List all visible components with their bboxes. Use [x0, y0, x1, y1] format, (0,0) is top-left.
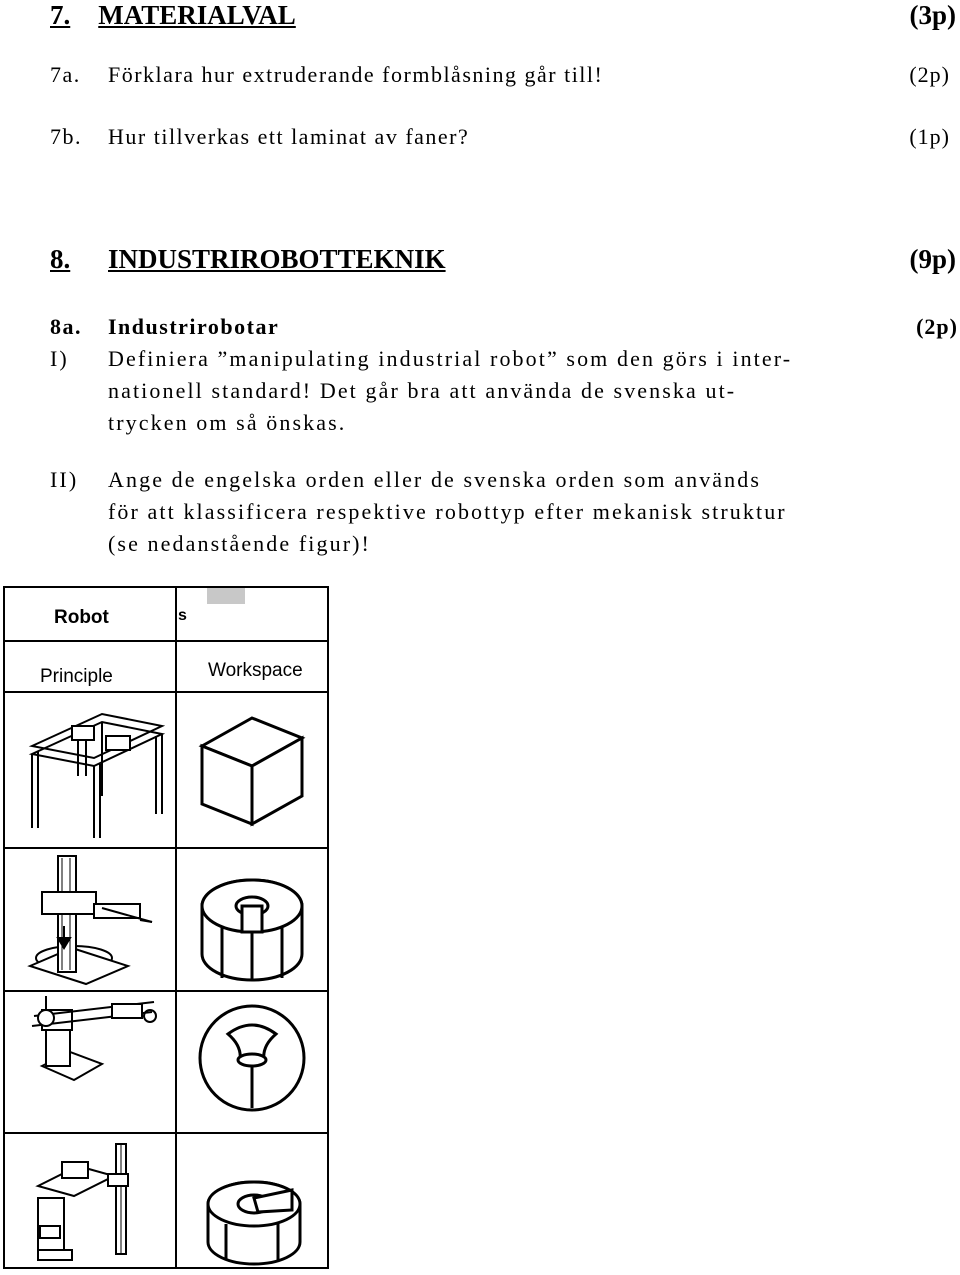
figure-grid [2, 586, 332, 1270]
question-title: Industrirobotar [108, 314, 280, 339]
section-number: 7. [50, 0, 71, 30]
question-number: 8a. [50, 314, 82, 339]
part-1-line-1: Definiera ”manipulating industrial robot” som den görs i inter- [108, 346, 793, 371]
cartesian-robot-icon [32, 714, 162, 838]
question-8a-heading [50, 314, 960, 340]
scara-workspace-icon [208, 1182, 300, 1264]
part-1-line-3: trycken om så önskas. [108, 410, 347, 435]
question-number: 7b. [50, 124, 82, 149]
question-number: 7a. [50, 62, 81, 87]
header-s: s [178, 607, 187, 624]
question-7b [50, 124, 960, 150]
robot-classification-figure [2, 586, 332, 1270]
part-1-label: I) [50, 346, 69, 371]
part-1-line-2: nationell standard! Det går bra att använda de svenska ut- [108, 378, 737, 403]
section-7-heading [50, 0, 960, 31]
question-text: Hur tillverkas ett laminat av faner? [108, 124, 470, 149]
section-points: (9p) [909, 244, 956, 274]
section-8-heading [50, 244, 960, 275]
cylindrical-robot-icon [30, 856, 152, 984]
part-2-line-3: (se nedanstående figur)! [108, 531, 371, 556]
part-2-label: II) [50, 467, 79, 492]
part-2-line-2: för att klassificera respektive robottyp efter mekanisk struktur [108, 499, 787, 524]
spherical-robot-icon [32, 996, 156, 1080]
question-7a [50, 62, 960, 88]
spherical-workspace-icon [200, 1006, 304, 1110]
scara-robot-icon [38, 1144, 128, 1260]
section-title: MATERIALVAL [98, 0, 296, 30]
cartesian-workspace-icon [202, 718, 302, 824]
scan-smudge [207, 588, 245, 604]
part-2-line-1: Ange de engelska orden eller de svenska orden som används [108, 467, 762, 492]
cylindrical-workspace-icon [202, 880, 302, 980]
header-principle: Principle [40, 666, 113, 687]
section-number: 8. [50, 244, 71, 274]
question-points: (1p) [909, 124, 950, 149]
question-points: (2p) [909, 62, 950, 87]
section-title: INDUSTRIROBOTTEKNIK [108, 244, 446, 274]
header-workspace: Workspace [208, 660, 303, 681]
section-points: (3p) [909, 0, 956, 30]
question-points: (2p) [916, 314, 958, 339]
header-robot: Robot [54, 607, 109, 628]
question-text: Förklara hur extruderande formblåsning går till! [108, 62, 604, 87]
